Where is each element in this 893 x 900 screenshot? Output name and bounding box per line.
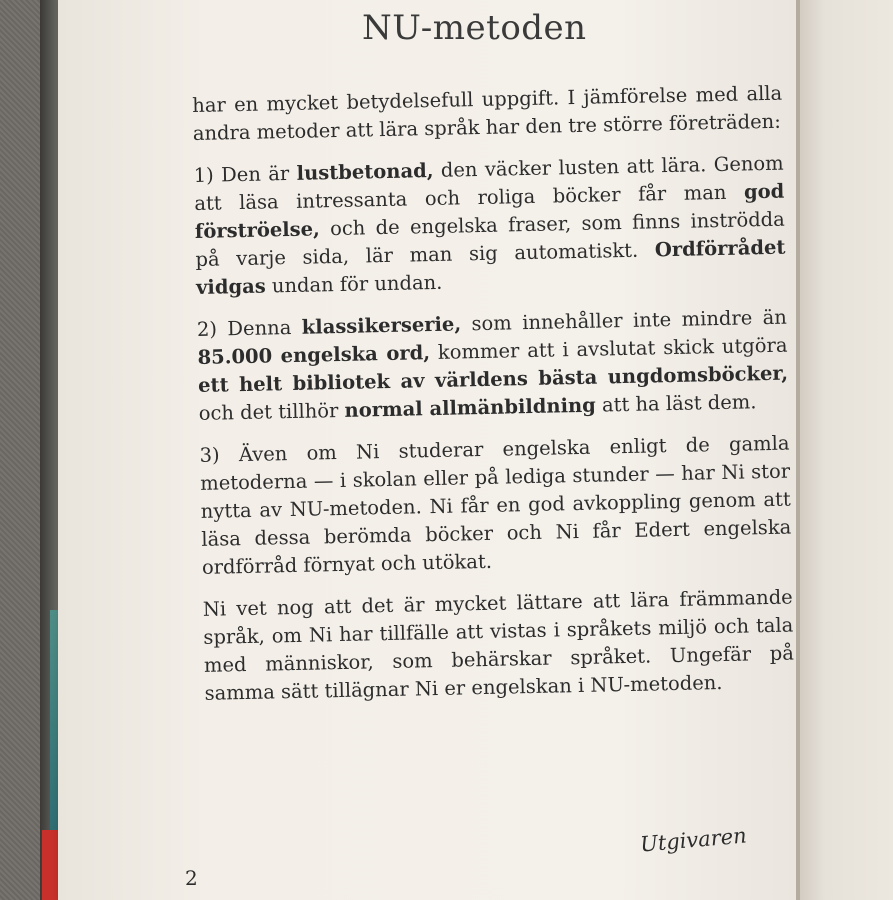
paragraph-2	[197, 304, 789, 428]
p2-bold-1: klassikerserie,	[301, 312, 462, 339]
p1-text-1: 1) Den är	[193, 161, 297, 187]
p2-text-5: att ha läst dem.	[595, 390, 757, 417]
facing-page-edge	[796, 0, 893, 900]
p2-bold-3: ett helt bibliotek av världens bästa ungdomsböcker,	[197, 361, 789, 397]
p2-text-2: som innehåller inte mindre än	[460, 305, 788, 336]
paragraph-3: 3) Även om Ni studerar engelska enligt de gamla metoderna — i skolan eller på lediga stunder — har Ni stor nytta av NU-metoden. Ni får en god avkoppling genom att läsa dessa berömda böcker och Ni får Edert engelska ordförråd förnyat och utökat.	[199, 431, 792, 579]
page-number: 2	[185, 866, 198, 890]
paragraph-4: Ni vet nog att det är mycket lättare att lära främmande språk, om Ni har tillfälle att vistas i språkets miljö och tala med människor, som behärskar språket. Ungefär på samma sätt tillägnar Ni er engelskan i NU-metoden.	[202, 585, 795, 705]
p2-text-4: och det tillhör	[198, 398, 345, 425]
p1-text-4: undan för undan.	[265, 270, 443, 298]
paragraph-intro: har en mycket betydelsefull uppgift. I jämförelse med alla andra metoder att lära språk har den tre större företräden:	[192, 81, 783, 145]
cover-strip-red	[42, 830, 58, 900]
p2-text-1: 2) Denna	[196, 315, 303, 341]
paragraph-1	[193, 150, 786, 302]
p1-text-2: den väcker lusten att lära. Genom att läsa intressanta och roliga böcker får man	[194, 151, 784, 215]
page-crease	[796, 0, 800, 900]
p2-bold-4: normal allmänbildning	[344, 393, 597, 422]
p2-bold-2: 85.000 engelska ord,	[197, 341, 431, 369]
p1-bold-3: Ordförrådet vidgas	[195, 235, 786, 299]
running-header-title: NU-metoden	[362, 8, 587, 48]
p1-bold-1: lustbetonad,	[296, 158, 434, 185]
page-body-text	[192, 80, 795, 722]
publisher-signature: Utgivaren	[639, 823, 748, 857]
p1-text-3: och de engelska fraser, som finns inströdda på varje sida, lär man sig automatiskt.	[195, 207, 786, 271]
p1-bold-2: god förströelse,	[194, 179, 785, 243]
p2-text-3: kommer att i avslutat skick utgöra	[429, 333, 788, 365]
